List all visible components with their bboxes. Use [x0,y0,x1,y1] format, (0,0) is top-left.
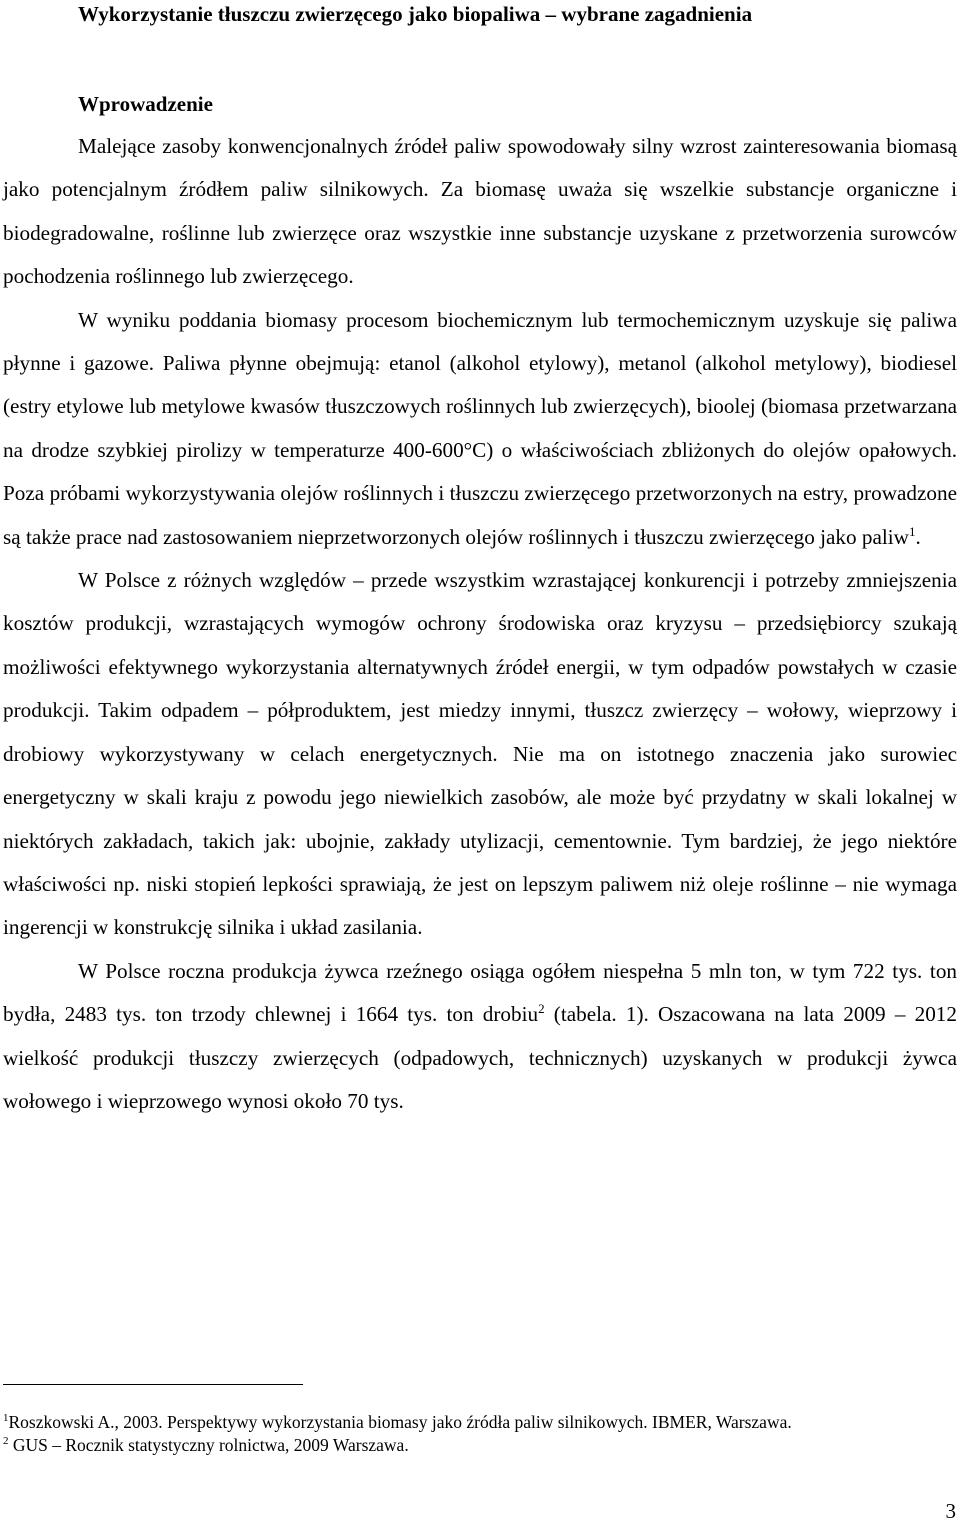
footnote-separator [3,1384,303,1385]
paragraph-production [3,950,957,1124]
footnote-text: Roszkowski A., 2003. Perspektywy wykorzystania biomasy jako źródła paliw silnikowych. IBMER, Warszawa. [8,1412,792,1432]
paragraph-poland-context [3,559,957,950]
paragraph-text: W wyniku poddania biomasy procesom biochemicznym lub termochemicznym uzyskuje się paliwa płynne i gazowe. Paliwa płynne obejmują: etanol (alkohol etylowy), metanol (alkohol metylowy), biodiesel (estry etylowe lub metylowe kwasów tłuszczowych roślinnych lub zwierzęcych), bioolej (biomasa przetwarzana na drodze szybkiej pirolizy w temperaturze 400-600°C) o właściwościach zbliżonych do olejów opałowych. Poza próbami wykorzystywania olejów roślinnych i tłuszczu zwierzęcego przetworzonych na estry, prowadzone są także prace nad zastosowaniem nieprzetworzonych olejów roślinnych i tłuszczu zwierzęcego jako paliw [3,307,957,549]
document-body [3,125,957,1123]
paragraph-text: Malejące zasoby konwencjonalnych źródeł paliw spowodowały silny wzrost zainteresowania biomasą jako potencjalnym źródłem paliw silnikowych. Za biomasę uważa się wszelkie substancje organiczne i biodegradowalne, roślinne lub zwierzęce oraz wszystkie inne substancje uzyskane z przetworzenia surowców pochodzenia roślinnego lub zwierzęcego. [3,134,957,289]
footnote-mark: 1 [3,1412,9,1425]
page-number: 3 [945,1499,956,1523]
footnote-2 [3,1434,957,1457]
paragraph-text: . [915,524,921,549]
footnote-ref-1: 1 [908,523,916,539]
section-heading: Wprowadzenie [78,92,213,116]
paragraph-text: W Polsce z różnych względów – przede wszystkim wzrastającej konkurencji i potrzeby zmniejszenia kosztów produkcji, wzrastających wymogów ochrony środowiska oraz kryzysu – przedsiębiorcy szukają możliwości efektywnego wykorzystania alternatywnych źródeł energii, w tym odpadów powstałych w czasie produkcji. Takim odpadem – półproduktem, jest miedzy innymi, tłuszcz zwierzęcy – wołowy, wieprzowy i drobiowy wykorzystywany w celach energetycznych. Nie ma on istotnego znaczenia jako surowiec energetyczny w skali kraju z powodu jego niewielkich zasobów, ale może być przydatny w skali lokalnej w niektórych zakładach, takich jak: ubojnie, zakłady utylizacji, cementownie. Tym bardziej, że jego niektóre właściwości np. niski stopień lepkości sprawiają, że jest on lepszym paliwem niż oleje roślinne – nie wymaga ingerencji w konstrukcję silnika i układ zasilania. [3,568,957,940]
paragraph-fuels [3,299,957,559]
footnote-1 [3,1411,957,1434]
footnote-text: GUS – Rocznik statystyczny rolnictwa, 2009 Warszawa. [8,1435,409,1455]
footnotes [3,1411,957,1457]
paragraph-intro [3,125,957,299]
paragraph-text: W Polsce roczna produkcja żywca rzeźnego osiąga ogółem niespełna 5 mln ton, w tym 722 tys. ton bydła, 2483 tys. ton trzody chlewnej i 1664 tys. ton drobiu [3,958,957,1027]
footnote-ref-2: 2 [538,1001,545,1017]
footnote-mark: 2 [3,1435,9,1448]
page-title: Wykorzystanie tłuszczu zwierzęcego jako biopaliwa – wybrane zagadnienia [78,2,753,26]
paragraph-text: (tabela. 1). Oszacowana na lata 2009 – 2012 wielkość produkcji tłuszczy zwierzęcych (odpadowych, technicznych) uzyskanych w produkcji żywca wołowego i wieprzowego wynosi około 70 tys. [3,1002,957,1113]
